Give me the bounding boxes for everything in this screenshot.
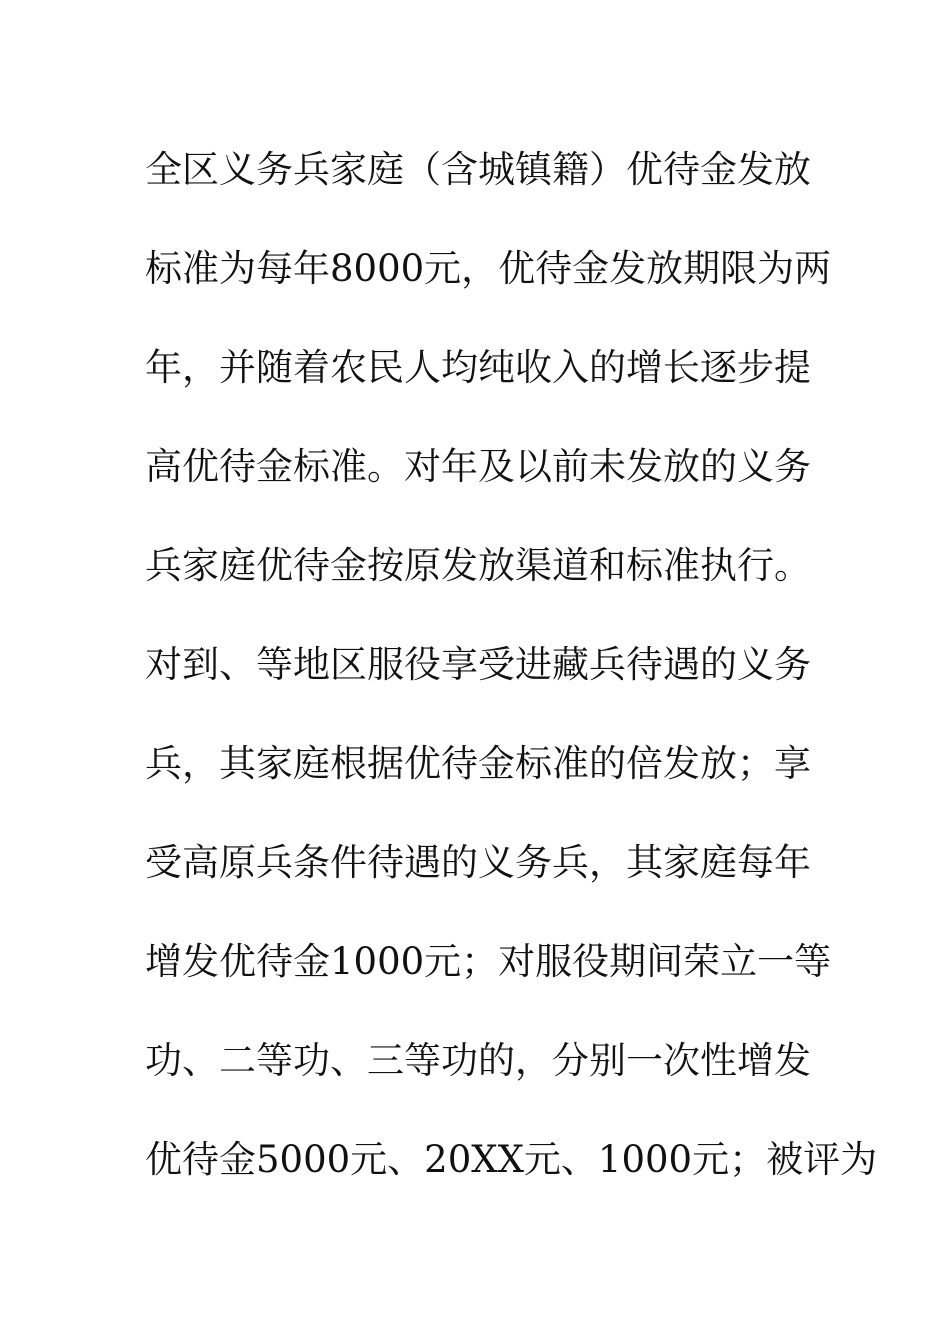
text-line: 兵家庭优待金按原发放渠道和标准执行。 xyxy=(145,544,811,587)
text-line: 功、二等功、三等功的，分别一次性增发 xyxy=(145,1039,811,1082)
text-line: 高优待金标准。对年及以前未发放的义务 xyxy=(145,445,811,488)
text-line: 兵，其家庭根据优待金标准的倍发放；享 xyxy=(145,742,811,785)
text-line: 年，并随着农民人均纯收入的增长逐步提 xyxy=(145,346,811,389)
text-line: 受高原兵条件待遇的义务兵，其家庭每年 xyxy=(145,841,811,884)
text-line: 全区义务兵家庭（含城镇籍）优待金发放 xyxy=(145,148,811,191)
text-line: 优待金5000元、20XX元、1000元；被评为 xyxy=(145,1138,878,1181)
text-line: 对到、等地区服役享受进藏兵待遇的义务 xyxy=(145,643,811,686)
body-text xyxy=(145,120,878,1209)
text-line: 增发优待金1000元；对服役期间荣立一等 xyxy=(145,940,832,983)
text-line: 标准为每年8000元，优待金发放期限为两 xyxy=(145,247,832,290)
